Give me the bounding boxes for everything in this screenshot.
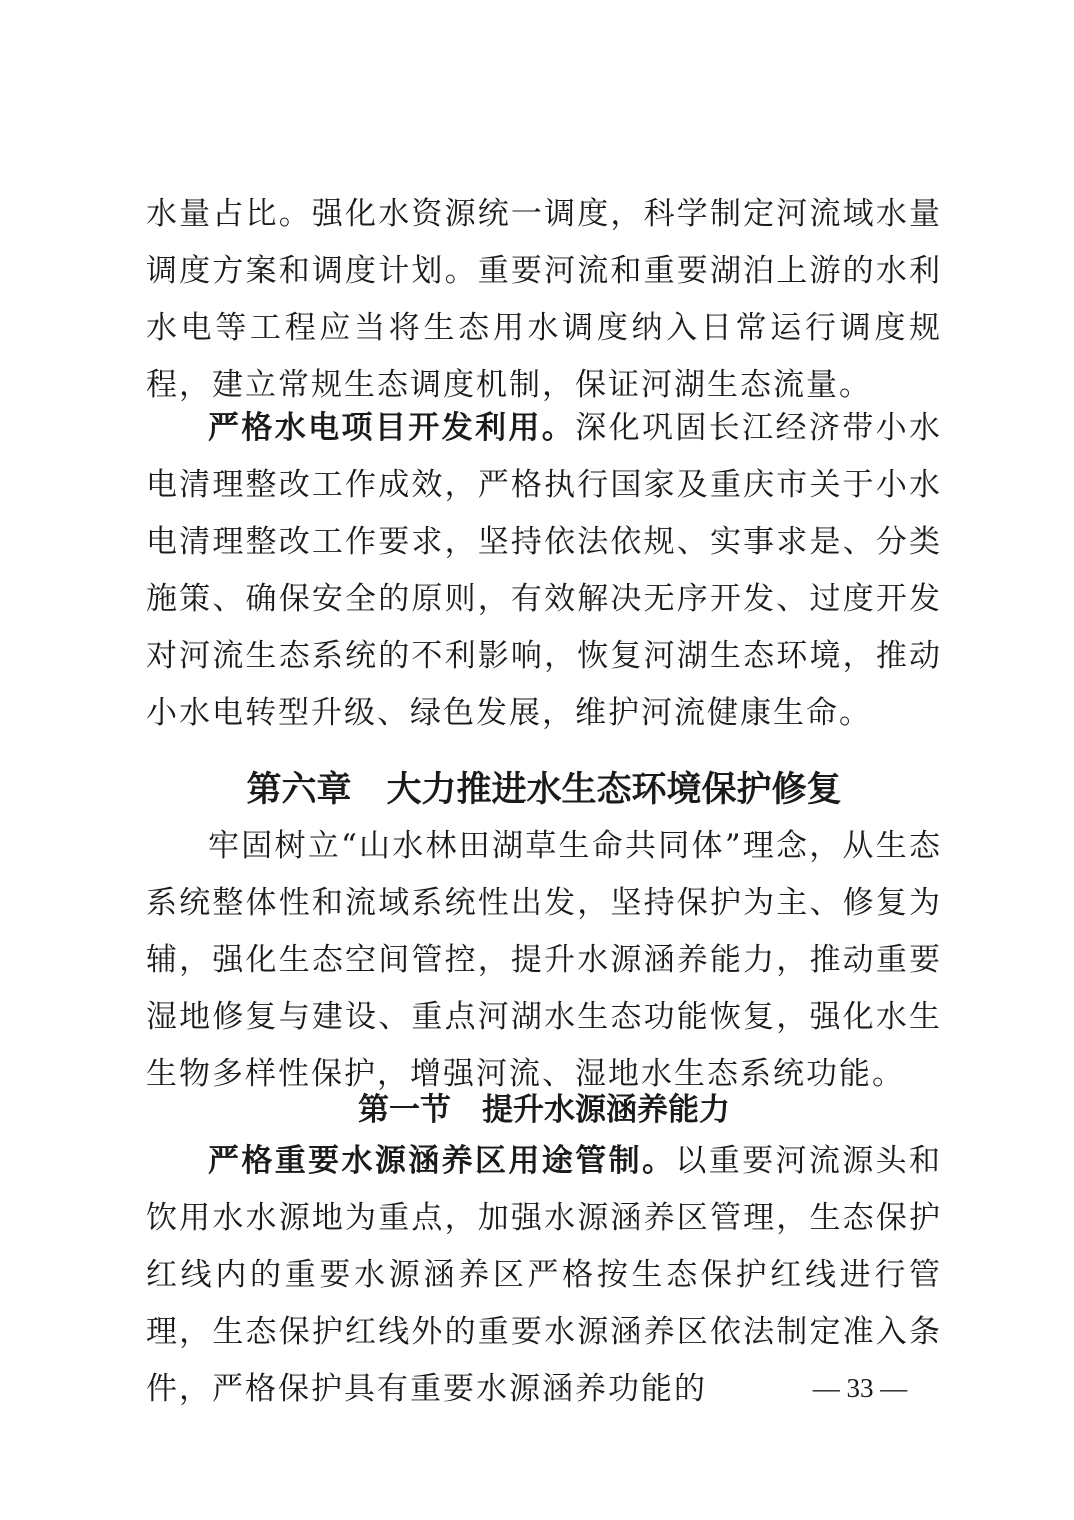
paragraph-lead-heading: 严格重要水源涵养区用途管制。 (208, 1143, 676, 1179)
paragraph-water-dispatch (146, 186, 942, 414)
paragraph-hydropower (146, 400, 942, 742)
page-number: — 33 — (812, 1373, 908, 1403)
paragraph-block-1 (146, 186, 942, 414)
paragraph-chapter-intro (146, 818, 942, 1103)
paragraph-text: 以重要河流源头和饮用水水源地为重点，加强水源涵养区管理，生态保护红线内的重要水源涵养区严格按生态保护红线进行管理，生态保护红线外的重要水源涵养区依法制定准入条件，严格保护具有重要水源涵养功能的 (146, 1143, 943, 1407)
chapter-title: 第六章 大力推进水生态环境保护修复 (246, 769, 842, 810)
paragraph-block-2 (146, 400, 942, 742)
paragraph-lead-heading: 严格水电项目开发利用。 (208, 410, 576, 446)
paragraph-text: 深化巩固长江经济带小水电清理整改工作成效，严格执行国家及重庆市关于小水电清理整改工作要求，坚持依法依规、实事求是、分类施策、确保安全的原则，有效解决无序开发、过度开发对河流生态系统的不利影响，恢复河湖生态环境，推动小水电转型升级、绿色发展，维护河流健康生命。 (146, 410, 943, 731)
paragraph-block-3 (146, 818, 942, 1103)
paragraph-text: 水量占比。强化水资源统一调度，科学制定河流域水量调度方案和调度计划。重要河流和重要湖泊上游的水利水电等工程应当将生态用水调度纳入日常运行调度规程，建立常规生态调度机制，保证河湖生态流量。 (146, 196, 942, 403)
section-title: 第一节 提升水源涵养能力 (358, 1092, 730, 1128)
paragraph-text: 牢固树立“山水林田湖草生命共同体”理念，从生态系统整体性和流域系统性出发，坚持保护为主、修复为辅，强化生态空间管控，提升水源涵养能力，推动重要湿地修复与建设、重点河湖水生态功能恢复，强化水生生物多样性保护，增强河流、湿地水生态系统功能。 (146, 828, 942, 1092)
